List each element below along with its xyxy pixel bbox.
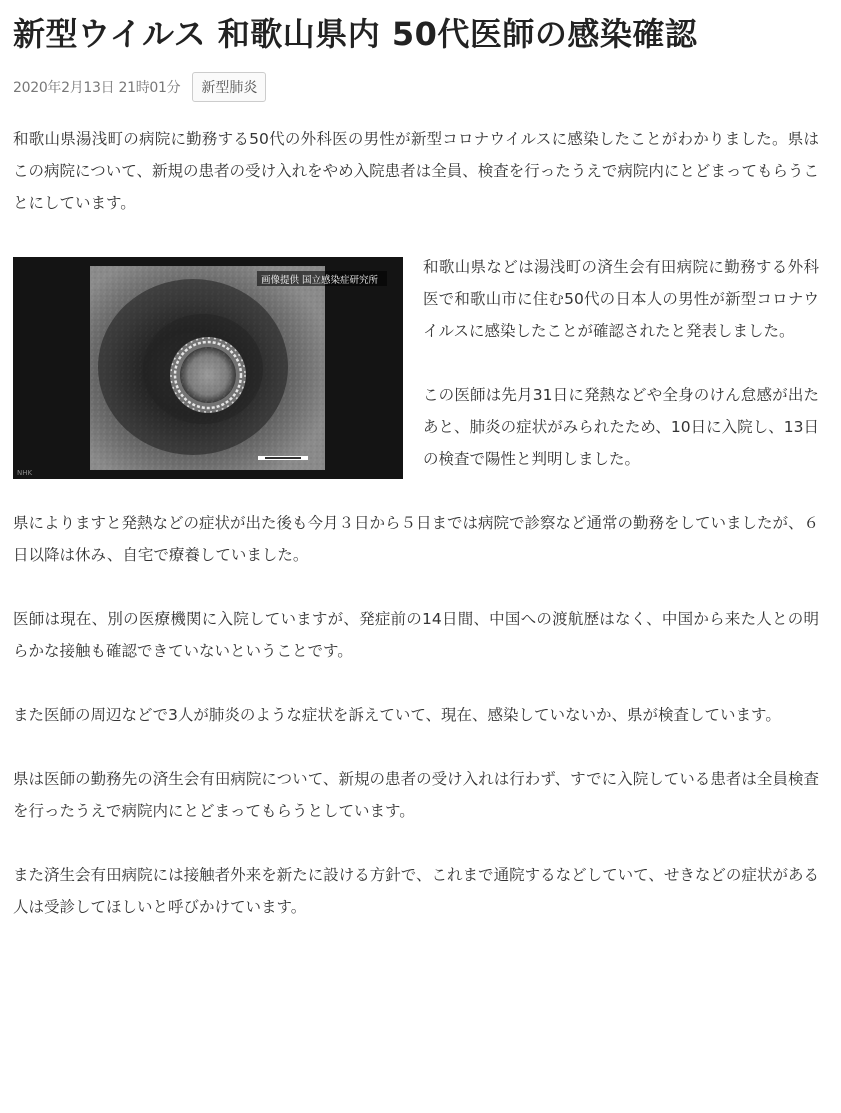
paragraph-6: 県は医師の勤務先の済生会有田病院について、新規の患者の受け入れは行わず、すでに入院している患者は全員検査を行ったうえで病院内にとどまってもらうとしています。 <box>13 770 819 820</box>
publish-date: 2020年2月13日 21時01分 <box>13 80 181 96</box>
article-body <box>13 251 819 923</box>
paragraph-5: また医師の周辺などで3人が肺炎のような症状を訴えていて、現在、感染していないか、県が検査しています。 <box>13 706 781 724</box>
article-title: 新型ウイルス 和歌山県内 50代医師の感染確認 <box>13 15 698 53</box>
article-meta <box>13 71 819 103</box>
paragraph-4: 医師は現在、別の医療機関に入院していますが、発症前の14日間、中国への渡航歴はなく、中国から来た人との明らかな接触も確認できていないということです。 <box>13 610 819 660</box>
paragraph-1: 和歌山県などは湯浅町の済生会有田病院に勤務する外科医で和歌山市に住む50代の日本人の男性が新型コロナウイルスに感染したことが確認されたと発表しました。 <box>423 258 819 340</box>
scale-bar-icon <box>258 456 308 460</box>
broadcaster-logo: NHK <box>17 469 33 477</box>
virus-particle <box>170 337 246 413</box>
paragraph-7: また済生会有田病院には接触者外来を新たに設ける方針で、これまで通院するなどしていて、せきなどの症状がある人は受診してほしいと呼びかけています。 <box>13 866 819 916</box>
microscope-image <box>13 257 403 479</box>
lead-paragraph: 和歌山県湯浅町の病院に勤務する50代の外科医の男性が新型コロナウイルスに感染したことがわかりました。県はこの病院について、新規の患者の受け入れをやめ入院患者は全員、検査を行ったうえで病院内にとどまってもらうことにしています。 <box>13 130 819 212</box>
paragraph-3: 県によりますと発熱などの症状が出た後も今月３日から５日までは病院で診察など通常の勤務をしていましたが、６日以降は休み、自宅で療養していました。 <box>13 514 820 564</box>
article <box>13 0 819 955</box>
article-image[interactable] <box>13 257 403 479</box>
category-tag[interactable]: 新型肺炎 <box>192 72 266 102</box>
image-credit: 画像提供 国立感染症研究所 <box>261 275 379 286</box>
paragraph-2: この医師は先月31日に発熱などや全身のけん怠感が出たあと、肺炎の症状がみられたため、10日に入院し、13日の検査で陽性と判明しました。 <box>423 386 819 468</box>
